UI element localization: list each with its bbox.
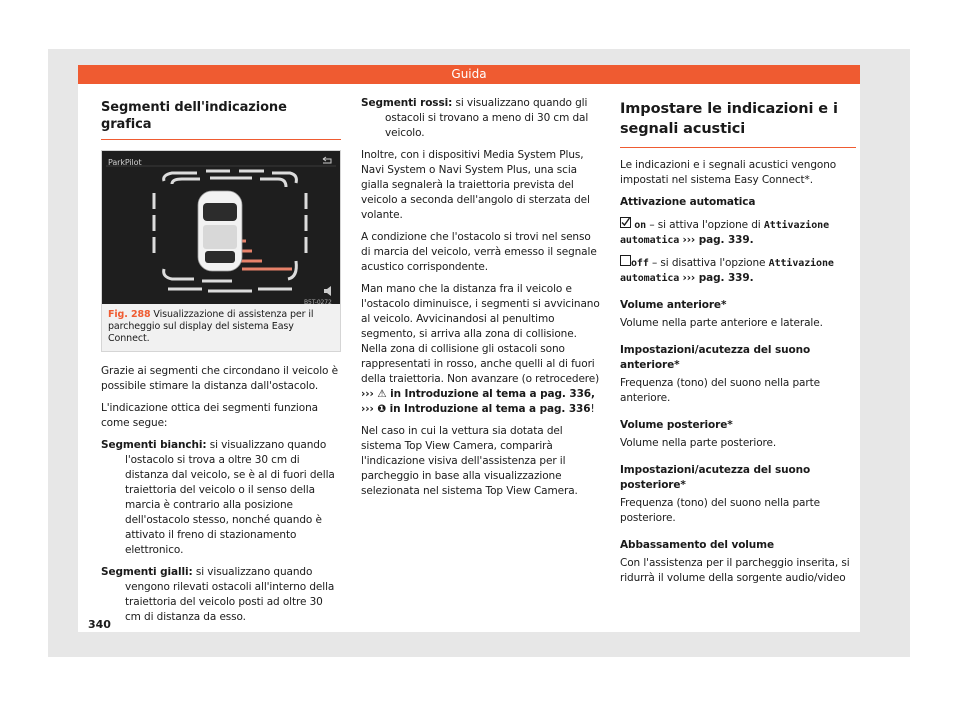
cross-reference-link[interactable]: ››› ❶ in Introduzione al tema a pag. 336 xyxy=(361,403,591,415)
term-red: Segmenti rossi: xyxy=(361,97,453,109)
off-key: off xyxy=(631,258,649,269)
subheading: Impostazioni/acutezza del suono posteriore* xyxy=(620,464,811,491)
parkpilot-graphic xyxy=(102,151,340,304)
term-white: Segmenti bianchi: xyxy=(101,439,207,451)
subheading: Abbassamento del volume xyxy=(620,539,775,551)
image-code: B5T-0272 xyxy=(304,299,332,306)
definition-yellow xyxy=(101,565,341,625)
option-off xyxy=(620,255,856,286)
paragraph: Le indicazioni e i segnali acustici vengono impostati nel sistema Easy Connect*. xyxy=(620,159,837,186)
page-reference-link[interactable]: ››› pag. 339. xyxy=(682,272,754,284)
paragraph-text: ! xyxy=(590,403,595,415)
option-text: – si disattiva l'opzione xyxy=(652,257,766,269)
paragraph-text: Man mano che la distanza fra il veicolo e l'ostacolo diminuisce, i segmenti si avvicinano al veicolo. Avvicinandosi al penultimo segmento, si arriva alla zona di collisione. Nella zona di collisione gli ostacoli sono rappresentati in rosso, anche quelli al di fuori della traiettoria. Non avanzare (o retrocedere) xyxy=(361,283,600,385)
subheading: Impostazioni/acutezza del suono anteriore* xyxy=(620,344,811,371)
column-3 xyxy=(620,93,856,586)
paragraph xyxy=(361,282,601,417)
definition-text: si visualizzano quando vengono rilevati ostacoli all'interno della traiettoria del veicolo posti ad oltre 30 cm di distanza da esso. xyxy=(125,566,335,623)
cross-reference-link[interactable]: ››› ⚠ in Introduzione al tema a pag. 336, xyxy=(361,388,595,400)
column-1 xyxy=(101,93,341,625)
on-key: on xyxy=(634,220,647,231)
subheading: Volume anteriore* xyxy=(620,299,727,311)
car-top-view xyxy=(198,191,242,271)
checkbox-empty-icon xyxy=(620,255,631,271)
figure-caption xyxy=(102,304,340,351)
definition-text: si visualizzano quando l'ostacolo si trova a oltre 30 cm di distanza dal veicolo, se è al di fuori della traiettoria del veicolo o il senso della marcia è contrario alla posizione dell'ostacolo stesso, nonché quando è attivato il freno di stazionamento elettronico. xyxy=(125,439,335,556)
paragraph: Con l'assistenza per il parcheggio inserita, si ridurrà il volume della sorgente audio/video xyxy=(620,557,850,584)
paragraph: L'indicazione ottica dei segmenti funziona come segue: xyxy=(101,402,318,429)
paragraph: Volume nella parte posteriore. xyxy=(620,437,777,449)
option-on xyxy=(620,217,856,248)
definition-text: si visualizzano quando gli ostacoli si trovano a meno di 30 cm dal veicolo. xyxy=(385,97,589,139)
paragraph: Frequenza (tono) del suono nella parte anteriore. xyxy=(620,377,820,404)
paragraph: A condizione che l'ostacolo si trovi nel senso di marcia del veicolo, verrà emesso il segnale acustico corrispondente. xyxy=(361,231,597,273)
subheading: Volume posteriore* xyxy=(620,419,733,431)
paragraph: Inoltre, con i dispositivi Media System Plus, Navi System o Navi System Plus, una scia gialla segnalerà la traiettoria prevista del veicolo a seconda dell'angolo di sterzata del volante. xyxy=(361,149,590,221)
manual-page xyxy=(78,65,860,632)
figure-caption-text: Visualizzazione di assistenza per il parcheggio sul display del sistema Easy Connect. xyxy=(108,309,314,344)
definition-red xyxy=(361,96,601,141)
definition-white xyxy=(101,438,341,558)
option-name: Attivazione automatica xyxy=(620,258,834,284)
page-reference-link[interactable]: ››› pag. 339. xyxy=(682,234,754,246)
page-number: 340 xyxy=(88,618,111,631)
figure-288 xyxy=(101,150,341,352)
term-yellow: Segmenti gialli: xyxy=(101,566,193,578)
page-header: Guida xyxy=(78,65,860,84)
parkpilot-screen xyxy=(102,151,340,304)
paragraph: Nel caso in cui la vettura sia dotata del sistema Top View Camera, comparirà l'indicazione visiva dell'assistenza per il parcheggio in base alla visualizzazione selezionata nel sistema Top View Camera. xyxy=(361,425,578,497)
section-title-settings: Impostare le indicazioni e i segnali acustici xyxy=(620,101,838,137)
figure-label: Fig. 288 xyxy=(108,309,151,320)
section-title-segments: Segmenti dell'indicazione grafica xyxy=(101,99,341,140)
option-text: – si attiva l'opzione di xyxy=(649,219,761,231)
column-2 xyxy=(361,96,601,499)
section-divider xyxy=(620,147,856,148)
paragraph: Grazie ai segmenti che circondano il veicolo è possibile stimare la distanza dall'ostacolo. xyxy=(101,365,338,392)
option-name: Attivazione automatica xyxy=(620,220,829,246)
subheading: Attivazione automatica xyxy=(620,196,756,208)
screen-title: ParkPilot xyxy=(108,158,142,167)
paragraph: Volume nella parte anteriore e laterale. xyxy=(620,317,823,329)
checkbox-checked-icon xyxy=(620,217,631,233)
paragraph: Frequenza (tono) del suono nella parte posteriore. xyxy=(620,497,820,524)
